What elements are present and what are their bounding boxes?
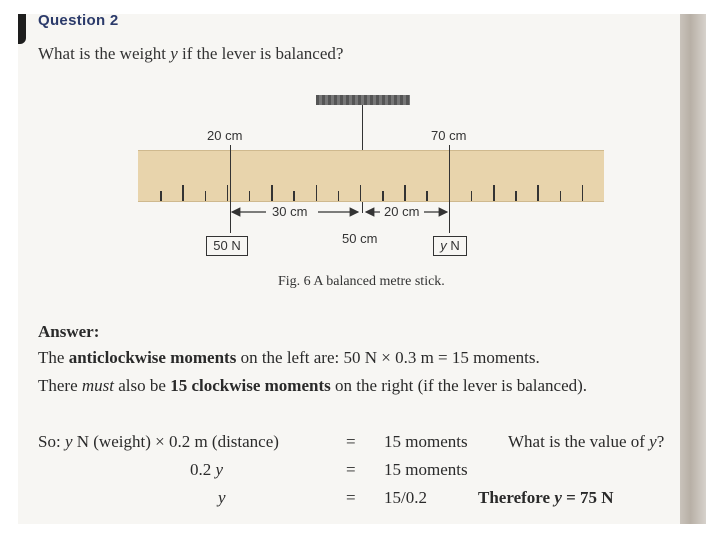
left-distance-label: 30 cm xyxy=(272,204,308,219)
figure-caption: Fig. 6 A balanced metre stick. xyxy=(278,274,445,289)
question-heading: Question 2 xyxy=(38,12,119,29)
right-distance-label: 20 cm xyxy=(384,204,420,219)
calc-row-1-equals: = xyxy=(346,432,356,451)
mark-left-label: 20 cm xyxy=(207,128,243,143)
calc-row-3-equals: = xyxy=(346,488,356,507)
calc-row-2-left: 0.2 y xyxy=(190,460,224,479)
calc-row-3-left: y xyxy=(218,488,226,507)
right-weight-box: y N xyxy=(433,236,467,256)
calc-row-1-right: 15 moments xyxy=(384,432,468,451)
left-weight-box: 50 N xyxy=(206,236,248,256)
answer-line-1: The anticlockwise moments on the left are: 50 N × 0.3 m = 15 moments. xyxy=(38,348,540,367)
answer-line-2: There must also be 15 clockwise moments on the right (if the lever is balanced). xyxy=(38,376,588,395)
pivot-mark-label: 50 cm xyxy=(342,231,378,246)
calc-row-2-equals: = xyxy=(346,460,356,479)
answer-heading: Answer: xyxy=(38,322,100,341)
calc-row-3-right: 15/0.2 xyxy=(384,488,427,507)
calc-row-2-right: 15 moments xyxy=(384,460,468,479)
calc-row-1-left: So: y N (weight) × 0.2 m (distance) xyxy=(38,432,279,451)
calc-row-1-note: What is the value of y? xyxy=(508,432,665,451)
question-text: What is the weight y if the lever is balanced? xyxy=(38,44,344,63)
therefore-result: Therefore y = 75 N xyxy=(478,488,614,507)
mark-right-label: 70 cm xyxy=(431,128,467,143)
